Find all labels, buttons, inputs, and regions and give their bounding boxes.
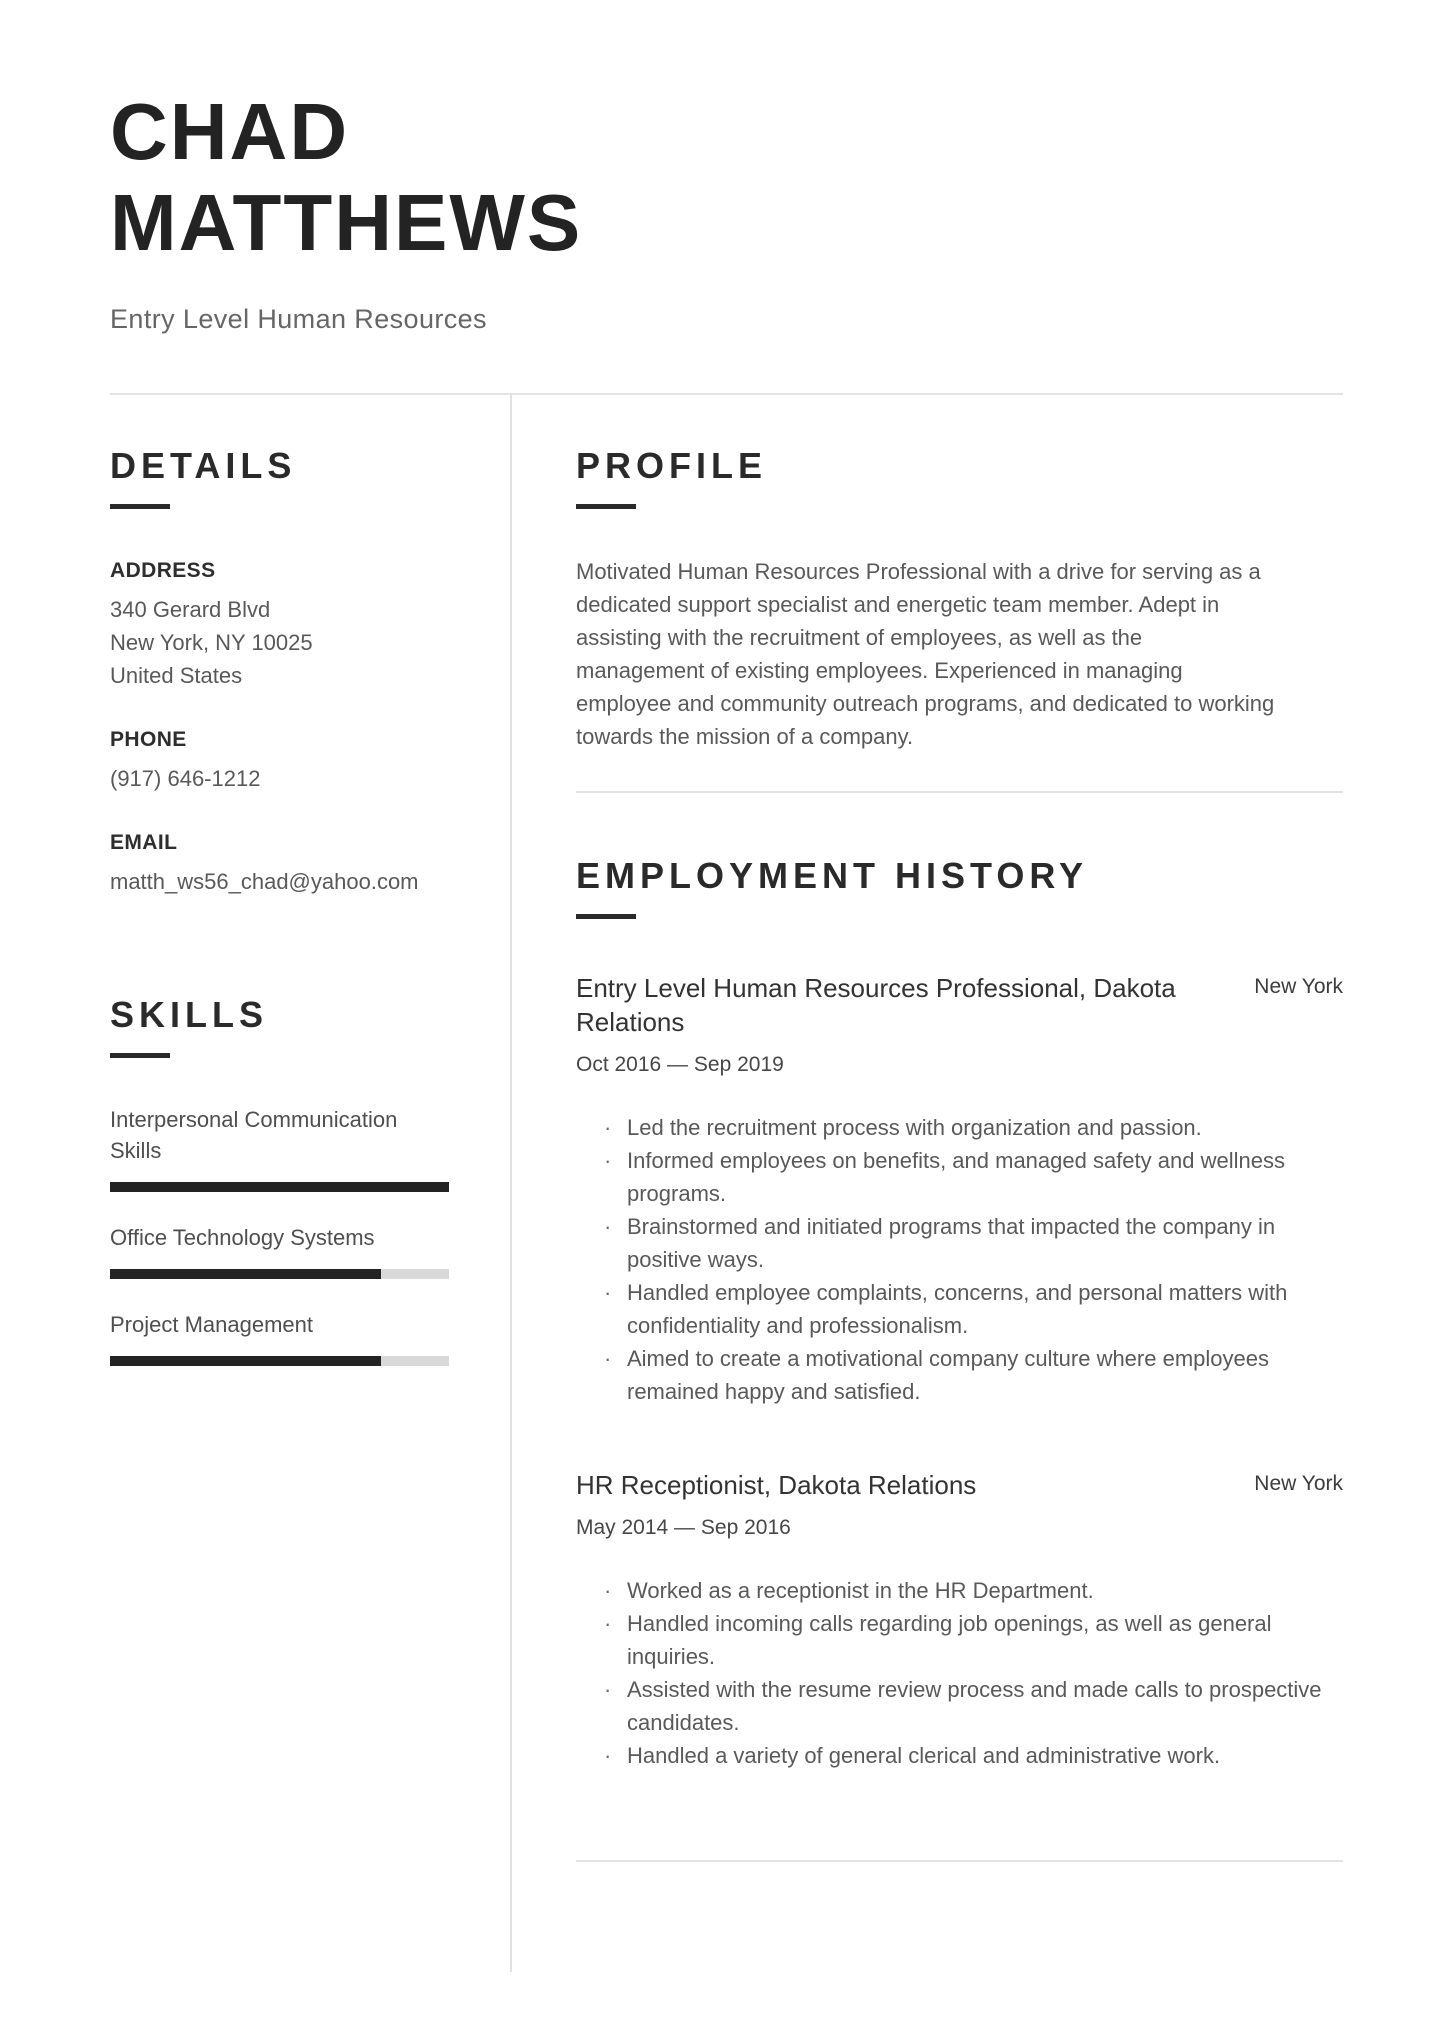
profile-section — [576, 445, 1343, 753]
job-entry — [576, 971, 1343, 1408]
skills-heading: SKILLS — [110, 994, 269, 1035]
resume-header — [0, 0, 1440, 335]
job-bullet: · Worked as a receptionist in the HR Department. — [576, 1574, 1343, 1607]
skill-label: Project Management — [110, 1312, 313, 1337]
job-title: Entry Level Human Resources Professional, Dakota Relations — [576, 973, 1176, 1037]
email-label: EMAIL — [110, 831, 178, 854]
address-line: United States — [110, 663, 243, 688]
candidate-name — [110, 86, 1343, 268]
skill-label: Interpersonal Communication Skills — [110, 1107, 398, 1163]
skills-section — [110, 994, 448, 1366]
skill-bar-track — [110, 1356, 449, 1366]
job-period: Oct 2016 — Sep 2019 — [576, 1053, 784, 1076]
job-bullet-list — [576, 1111, 1343, 1408]
skill-item — [110, 1104, 448, 1192]
candidate-title: Entry Level Human Resources — [110, 304, 487, 334]
job-bullet: · Informed employees on benefits, and managed safety and wellness programs. — [576, 1144, 1343, 1210]
phone-group — [110, 728, 448, 795]
skill-bar-fill — [110, 1356, 381, 1366]
profile-text: Motivated Human Resources Professional with a drive for serving as a dedicated support specialist and energetic team member. Adept in assisting with the recruitment of employees, as well as the management of existing employees. Experienced in managing employee and community outreach programs, and dedicated to working towards the mission of a company. — [576, 559, 1275, 749]
phone-value: (917) 646-1212 — [110, 766, 261, 791]
skill-item — [110, 1309, 448, 1366]
email-group — [110, 831, 448, 898]
candidate-name-line2: MATTHEWS — [110, 178, 583, 267]
skill-bar-track — [110, 1269, 449, 1279]
address-line: New York, NY 10025 — [110, 630, 313, 655]
address-line: 340 Gerard Blvd — [110, 597, 271, 622]
candidate-name-line1: CHAD — [110, 87, 350, 176]
profile-heading: PROFILE — [576, 445, 768, 486]
email-value: matth_ws56_chad@yahoo.com — [110, 869, 419, 894]
skill-item — [110, 1222, 448, 1279]
job-location: New York — [1254, 1472, 1343, 1495]
job-bullet: · Led the recruitment process with organization and passion. — [576, 1111, 1343, 1144]
employment-heading-underline — [576, 914, 636, 919]
phone-label: PHONE — [110, 728, 187, 751]
section-divider — [576, 791, 1343, 793]
content-columns — [110, 395, 1343, 1972]
details-section — [110, 445, 448, 898]
job-bullet: · Handled a variety of general clerical and administrative work. — [576, 1739, 1343, 1772]
profile-heading-underline — [576, 504, 636, 509]
skill-bar-fill — [110, 1269, 381, 1279]
skill-bar-fill — [110, 1182, 449, 1192]
job-title: HR Receptionist, Dakota Relations — [576, 1470, 977, 1500]
job-bullet: · Handled incoming calls regarding job openings, as well as general inquiries. — [576, 1607, 1343, 1673]
employment-heading: EMPLOYMENT HISTORY — [576, 855, 1089, 896]
skill-label: Office Technology Systems — [110, 1225, 375, 1250]
skill-bar-track — [110, 1182, 449, 1192]
main-column — [512, 395, 1343, 1972]
sidebar-column — [110, 395, 512, 1972]
job-location: New York — [1254, 975, 1343, 998]
bottom-divider — [576, 1860, 1343, 1862]
details-heading: DETAILS — [110, 445, 297, 486]
skills-heading-underline — [110, 1053, 170, 1058]
job-bullet: · Aimed to create a motivational company culture where employees remained happy and satisfied. — [576, 1342, 1343, 1408]
job-period: May 2014 — Sep 2016 — [576, 1516, 791, 1539]
job-header — [576, 1468, 1343, 1502]
job-entry — [576, 1468, 1343, 1772]
address-label: ADDRESS — [110, 559, 216, 582]
job-header — [576, 971, 1343, 1039]
address-group — [110, 559, 448, 692]
details-heading-underline — [110, 504, 170, 509]
header-spacer — [0, 335, 1440, 393]
job-bullet: · Handled employee complaints, concerns, and personal matters with confidentiality and professionalism. — [576, 1276, 1343, 1342]
job-bullet: · Assisted with the resume review process and made calls to prospective candidates. — [576, 1673, 1343, 1739]
employment-section — [576, 855, 1343, 1862]
job-bullet: · Brainstormed and initiated programs that impacted the company in positive ways. — [576, 1210, 1343, 1276]
job-bullet-list — [576, 1574, 1343, 1772]
